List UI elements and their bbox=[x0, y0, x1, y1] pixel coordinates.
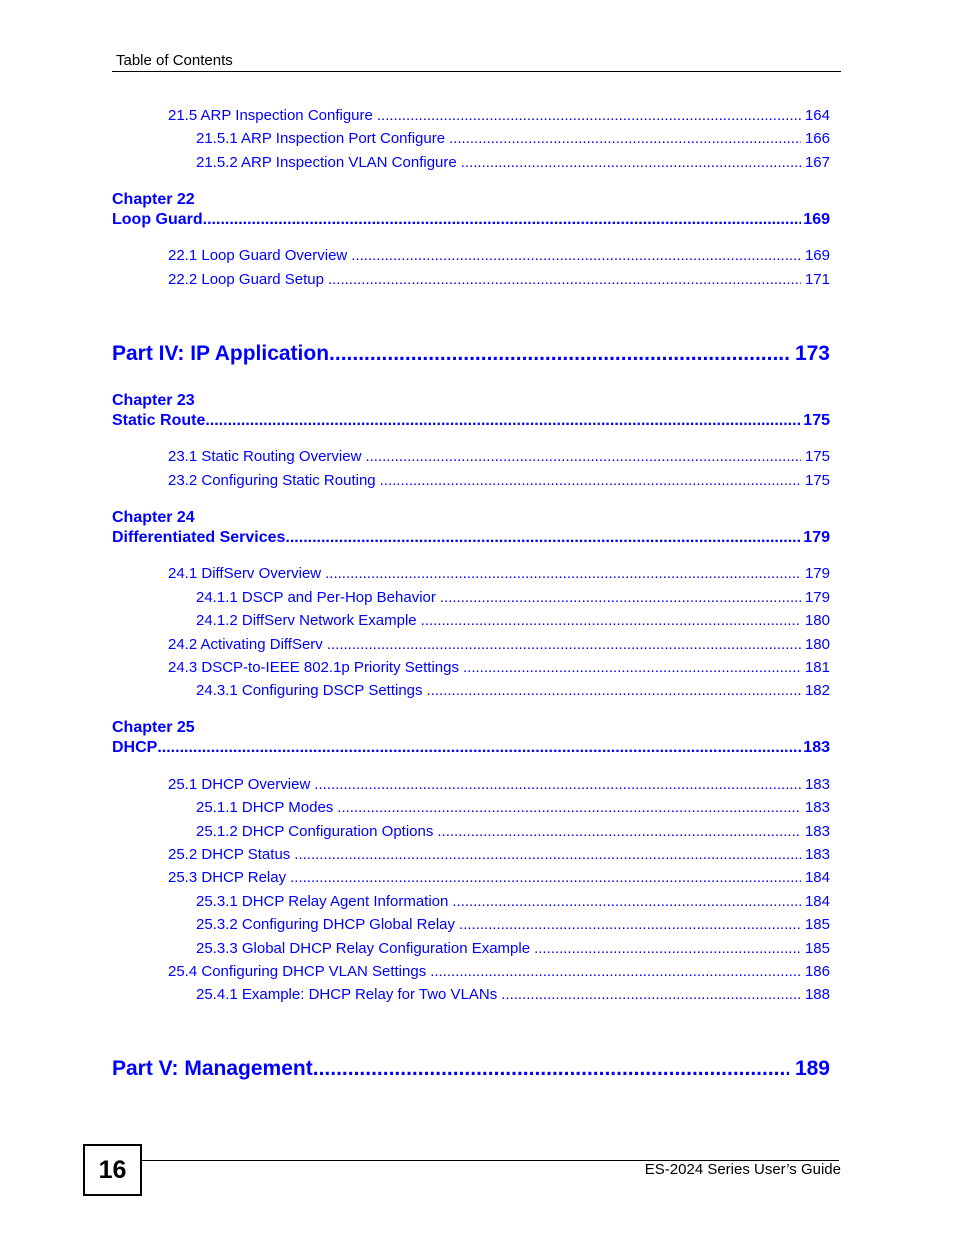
toc-entry-25-1-2[interactable]: 25.1.2 DHCP Configuration Options ..... 183 bbox=[196, 822, 830, 842]
leader-dots bbox=[463, 658, 801, 678]
toc-part-iv[interactable]: Part IV: IP Application ..... 173 bbox=[112, 341, 830, 367]
chapter-label-24: Chapter 24 bbox=[112, 509, 195, 526]
leader-dots bbox=[501, 985, 801, 1005]
leader-dots bbox=[314, 775, 801, 795]
toc-entry-25-4[interactable]: 25.4 Configuring DHCP VLAN Settings ..... 186 bbox=[168, 962, 830, 982]
chapter-label-25: Chapter 25 bbox=[112, 719, 195, 736]
chapter-label-22: Chapter 22 bbox=[112, 191, 195, 208]
leader-dots bbox=[440, 588, 801, 608]
leader-dots bbox=[325, 564, 801, 584]
page-number: 16 bbox=[83, 1144, 142, 1196]
toc-entry-22-2[interactable]: 22.2 Loop Guard Setup ..... 171 bbox=[168, 270, 830, 290]
toc-entry-24-3[interactable]: 24.3 DSCP-to-IEEE 802.1p Priority Settings ..... 181 bbox=[168, 658, 830, 678]
toc-chapter-22[interactable]: Loop Guard ..... 169 bbox=[112, 210, 830, 230]
toc-entry-25-4-1[interactable]: 25.4.1 Example: DHCP Relay for Two VLANs ..... 188 bbox=[196, 985, 830, 1005]
leader-dots bbox=[459, 915, 801, 935]
toc-entry-25-3-1[interactable]: 25.3.1 DHCP Relay Agent Information ..... 184 bbox=[196, 892, 830, 912]
leader-dots bbox=[452, 892, 801, 912]
toc-entry-25-3-3[interactable]: 25.3.3 Global DHCP Relay Configuration Example ..... 185 bbox=[196, 939, 830, 959]
leader-dots bbox=[294, 845, 801, 865]
leader-dots bbox=[313, 1056, 789, 1082]
toc-chapter-23[interactable]: Static Route ..... 175 bbox=[112, 411, 830, 431]
leader-dots bbox=[205, 411, 801, 431]
leader-dots bbox=[377, 106, 801, 126]
leader-dots bbox=[285, 528, 801, 548]
leader-dots bbox=[329, 341, 789, 367]
leader-dots bbox=[534, 939, 801, 959]
toc-chapter-25[interactable]: DHCP ..... 183 bbox=[112, 738, 830, 758]
toc-entry-23-1[interactable]: 23.1 Static Routing Overview ..... 175 bbox=[168, 447, 830, 467]
leader-dots bbox=[437, 822, 801, 842]
toc-part-v[interactable]: Part V: Management ..... 189 bbox=[112, 1056, 830, 1082]
toc-entry-21-5[interactable]: 21.5 ARP Inspection Configure ..... 164 bbox=[168, 106, 830, 126]
toc-entry-24-3-1[interactable]: 24.3.1 Configuring DSCP Settings ..... 182 bbox=[196, 681, 830, 701]
toc-entry-24-1[interactable]: 24.1 DiffServ Overview ..... 179 bbox=[168, 564, 830, 584]
running-header: Table of Contents bbox=[116, 52, 233, 69]
leader-dots bbox=[327, 635, 801, 655]
leader-dots bbox=[365, 447, 801, 467]
toc-chapter-24[interactable]: Differentiated Services ..... 179 bbox=[112, 528, 830, 548]
toc-entry-25-1[interactable]: 25.1 DHCP Overview ..... 183 bbox=[168, 775, 830, 795]
leader-dots bbox=[427, 681, 801, 701]
leader-dots bbox=[421, 611, 801, 631]
toc-entry-22-1[interactable]: 22.1 Loop Guard Overview ..... 169 bbox=[168, 246, 830, 266]
toc-entry-23-2[interactable]: 23.2 Configuring Static Routing ..... 175 bbox=[168, 471, 830, 491]
chapter-label-23: Chapter 23 bbox=[112, 392, 195, 409]
leader-dots bbox=[328, 270, 801, 290]
leader-dots bbox=[430, 962, 801, 982]
toc-entry-25-2[interactable]: 25.2 DHCP Status ..... 183 bbox=[168, 845, 830, 865]
toc-entry-25-1-1[interactable]: 25.1.1 DHCP Modes ..... 183 bbox=[196, 798, 830, 818]
leader-dots bbox=[290, 868, 801, 888]
toc-entry-25-3-2[interactable]: 25.3.2 Configuring DHCP Global Relay ..... 185 bbox=[196, 915, 830, 935]
toc-entry-21-5-2[interactable]: 21.5.2 ARP Inspection VLAN Configure ..... 167 bbox=[196, 153, 830, 173]
toc-entry-21-5-1[interactable]: 21.5.1 ARP Inspection Port Configure ..... 166 bbox=[196, 129, 830, 149]
leader-dots bbox=[461, 153, 801, 173]
toc-entry-24-2[interactable]: 24.2 Activating DiffServ ..... 180 bbox=[168, 635, 830, 655]
toc-entry-24-1-1[interactable]: 24.1.1 DSCP and Per-Hop Behavior ..... 179 bbox=[196, 588, 830, 608]
toc-entry-25-3[interactable]: 25.3 DHCP Relay ..... 184 bbox=[168, 868, 830, 888]
leader-dots bbox=[337, 798, 801, 818]
toc-entry-24-1-2[interactable]: 24.1.2 DiffServ Network Example ..... 180 bbox=[196, 611, 830, 631]
leader-dots bbox=[157, 738, 801, 758]
leader-dots bbox=[351, 246, 801, 266]
footer-guide-title: ES-2024 Series User’s Guide bbox=[644, 1161, 841, 1178]
leader-dots bbox=[203, 210, 802, 230]
leader-dots bbox=[380, 471, 801, 491]
leader-dots bbox=[449, 129, 801, 149]
